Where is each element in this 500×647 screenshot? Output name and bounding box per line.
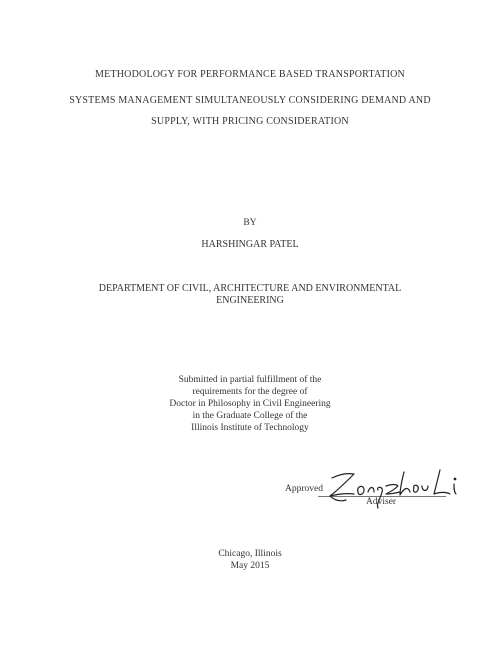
submission-line-1: Submitted in partial fulfillment of the <box>178 375 322 385</box>
date: May 2015 <box>230 561 270 571</box>
department-line-1: DEPARTMENT OF CIVIL, ARCHITECTURE AND ENVIRONMENTAL <box>98 283 402 294</box>
submission-line-5: Illinois Institute of Technology <box>191 423 309 433</box>
author-name: HARSHINGAR PATEL <box>201 239 299 250</box>
department-line-2: ENGINEERING <box>216 295 284 306</box>
submission-line-3: Doctor in Philosophy in Civil Engineering <box>169 399 331 409</box>
title-line-3: SUPPLY, WITH PRICING CONSIDERATION <box>151 116 349 127</box>
submission-line-2: requirements for the degree of <box>192 387 308 397</box>
approved-label: Approved <box>285 484 323 494</box>
location: Chicago, Illinois <box>218 549 282 559</box>
title-line-2: SYSTEMS MANAGEMENT SIMULTANEOUSLY CONSIDERING DEMAND AND <box>69 95 431 106</box>
submission-line-4: in the Graduate College of the <box>192 411 308 421</box>
adviser-label: Adviser <box>366 497 397 507</box>
by-label: BY <box>243 218 257 228</box>
title-line-1: METHODOLOGY FOR PERFORMANCE BASED TRANSPORTATION <box>95 69 405 80</box>
